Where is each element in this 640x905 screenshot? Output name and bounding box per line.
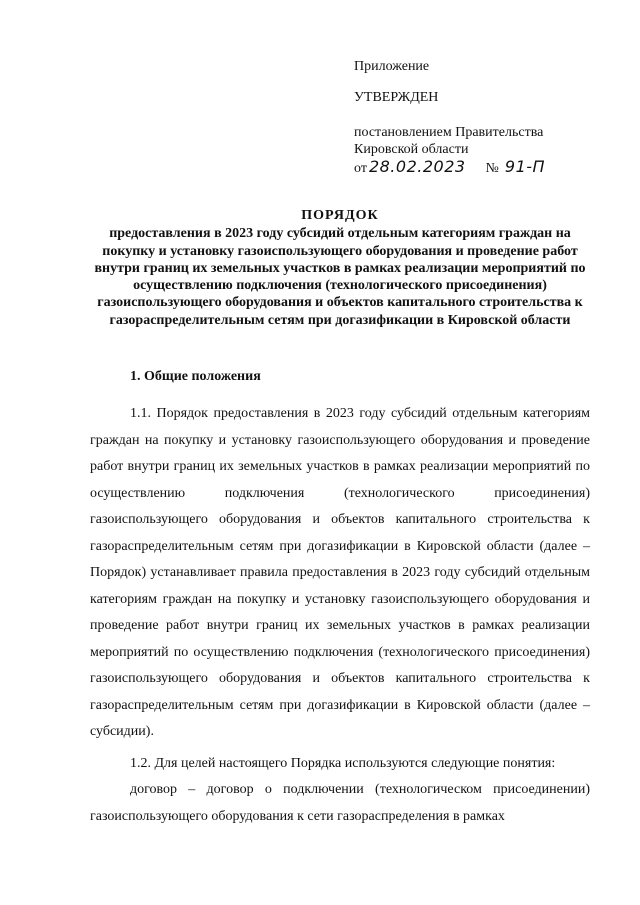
approval-block	[354, 58, 624, 177]
approved-label: УТВЕРЖДЕН	[354, 90, 439, 105]
date-prefix: от	[354, 161, 367, 176]
appendix-label: Приложение	[354, 59, 430, 74]
handwritten-number: 91-П	[504, 157, 546, 176]
approved-by-line-2: Кировской области	[354, 142, 469, 157]
paragraph-1-1: 1.1. Порядок предоставления в 2023 году субсидий отдельным категориям граждан на покупку и установку газоиспользующего оборудования и проведение работ внутри границ их земельных участков в рамках реализации мероприятий по осуществлению подключения (технологического присоединения) газоиспользующего оборудования и объектов капитального строительства к газораспределительным сетям при догазификации в Кировской области (далее – Порядок) устанавливает правила предоставления в 2023 году субсидий отдельным категориям граждан на покупку и установку газоиспользующего оборудования и проведение работ внутри границ их земельных участков в рамках реализации мероприятий по осуществлению подключения (технологического присоединения) газоиспользующего оборудования и объектов капитального строительства к газораспределительным сетям при догазификации в Кировской области (далее – субсидии).	[90, 406, 590, 739]
document-subtitle: предоставления в 2023 году субсидий отдельным категориям граждан на покупку и установку газоиспользующего оборудования и проведение работ внутри границ их земельных участков в рамках реализации мероприятий по осуществлению подключения (технологического присоединения) газоиспользующего оборудования и объектов капитального строительства к газораспределительным сетям при догазификации в Кировской области	[94, 226, 586, 328]
section-heading: 1. Общие положения	[130, 369, 261, 384]
document-title: ПОРЯДОК	[301, 208, 379, 223]
approved-by-line-1: постановлением Правительства	[354, 125, 544, 140]
date-number-line	[354, 158, 624, 177]
document-body	[90, 401, 590, 830]
number-prefix: №	[485, 161, 499, 176]
document-title-block	[90, 207, 590, 329]
paragraph-1-2: 1.2. Для целей настоящего Порядка используются следующие понятия:	[130, 755, 556, 771]
paragraph-definition: договор – договор о подключении (технологическом присоединении) газоиспользующего оборудования к сети газораспределения в рамках	[90, 782, 590, 824]
handwritten-date: 28.02.2023	[368, 157, 466, 176]
